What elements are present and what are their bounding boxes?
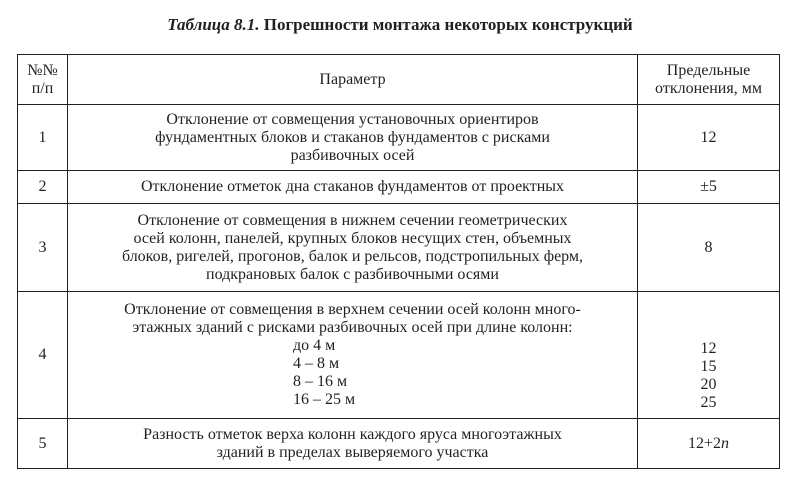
caption-title: Погрешности монтажа некоторых конструкций <box>263 15 633 34</box>
header-row <box>18 55 780 105</box>
row-number: 3 <box>18 204 68 292</box>
row-parameter: Отклонение отметок дна стаканов фундаментов от проектных <box>68 171 638 204</box>
table-caption <box>0 15 800 35</box>
length-range: 16 – 25 м <box>293 391 356 408</box>
length-range: 4 – 8 м <box>293 355 340 372</box>
row-parameter: Отклонение от совмещения в верхнем сечении осей колонн много- этажных зданий с рисками разбивочных осей при длине колонн: до 4 м 4 – 8 м 8 – 16 м 16 – 25 м <box>68 292 638 419</box>
length-range: до 4 м <box>293 337 336 354</box>
row-number: 4 <box>18 292 68 419</box>
length-range: 8 – 16 м <box>293 373 348 390</box>
table-row <box>18 419 780 469</box>
header-num: №№ п/п <box>18 55 68 105</box>
range-value: 12 <box>700 340 717 357</box>
length-ranges <box>68 337 637 409</box>
table-row <box>18 204 780 292</box>
row-parameter: Отклонение от совмещения установочных ориентиров фундаментных блоков и стаканов фундаментов с рисками разбивочных осей <box>68 105 638 171</box>
row-number: 5 <box>18 419 68 469</box>
row-number: 2 <box>18 171 68 204</box>
row-value: 12+2n <box>638 419 780 469</box>
row-value: 8 <box>638 204 780 292</box>
row-parameter: Разность отметок верха колонн каждого яруса многоэтажных зданий в пределах выверяемого участка <box>68 419 638 469</box>
table-row <box>18 171 780 204</box>
row-value <box>638 292 780 419</box>
header-param: Параметр <box>68 55 638 105</box>
row-value: ±5 <box>638 171 780 204</box>
table-row <box>18 292 780 419</box>
tolerance-table <box>17 54 780 469</box>
row-number: 1 <box>18 105 68 171</box>
range-value: 20 <box>700 376 717 393</box>
range-value: 15 <box>700 358 717 375</box>
range-value: 25 <box>700 394 717 411</box>
header-value: Предельные отклонения, мм <box>638 55 780 105</box>
caption-label: Таблица 8.1. <box>167 15 260 34</box>
table-row <box>18 105 780 171</box>
row-value: 12 <box>638 105 780 171</box>
row-parameter: Отклонение от совмещения в нижнем сечении геометрических осей колонн, панелей, крупных блоков несущих стен, объемных блоков, ригелей, прогонов, балок и рельсов, подстропильных ферм, подкрановых балок с разбивочными осями <box>68 204 638 292</box>
